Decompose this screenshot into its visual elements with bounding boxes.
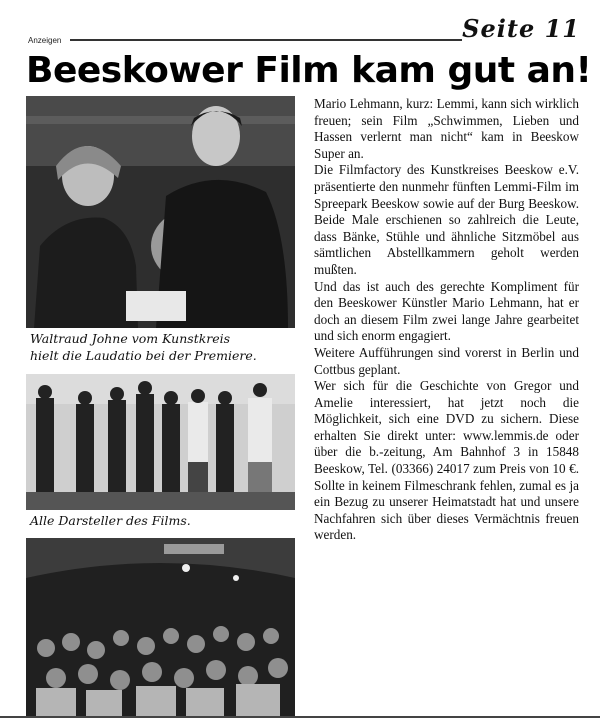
headline: Beeskower Film kam gut an! — [26, 50, 592, 91]
caption-cast: Alle Darsteller des Films. — [30, 513, 191, 528]
photo-laudatio — [26, 96, 295, 328]
header-rule — [70, 39, 462, 41]
article-paragraph: Und das ist auch des gerechte Kompliment für den Beeskower Künstler Mario Lehmann, hat er doch an diesem Film zwei lange Jahre gearbeitet und sich enorm engagiert. — [314, 278, 579, 344]
article-paragraph: Mario Lehmann, kurz: Lemmi, kann sich wirklich freuen; sein Film „Schwimmen, Lieben und Hassen verlernt man nicht“ kam in Beeskow Super an. — [314, 96, 579, 161]
section-label: Anzeigen — [28, 36, 62, 45]
article-paragraph: Die Filmfactory des Kunstkreises Beeskow e.V. präsentierte den nunmehr fünften Lemmi-Film im Spreepark Beeskow sowie auf der Burg Beeskow. Beide Male erschienen so zahlreich die Leute, dass Bänke, Stühle und ähnliche Sitzmöbel aus sämtlichen Abstellkammern geholt werden mußten. — [314, 162, 579, 277]
photo-cast — [26, 374, 295, 510]
photo-audience — [26, 538, 295, 718]
bottom-rule — [0, 716, 600, 718]
page-number: Seite 11 — [462, 14, 580, 43]
caption-laudatio: Waltraud Johne vom Kunstkreis hielt die Laudatio bei der Premiere. — [30, 331, 257, 363]
article-paragraph: Weitere Aufführungen sind vorerst in Berlin und Cottbus geplant. — [314, 344, 579, 377]
article-paragraph: Wer sich für die Geschichte von Gregor und Amelie interessiert, hat jetzt noch die Möglichkeit, sich eine DVD zu sichern. Diese erhalten Sie direkt unter: www.lemmis.de oder über die b.-zeitung, Am Bahnhof 3 in 15848 Beeskow, Tel. (03366) 24017 zum Preis von 10 €. Sollte in keinem Filmeschrank fehlen, zumal es ja ein Bezug zu unserer Heimatstadt hat und unsere Nachfahren sich über dieses Vermächtnis freuen werden. — [314, 378, 579, 543]
article-body — [314, 96, 579, 544]
